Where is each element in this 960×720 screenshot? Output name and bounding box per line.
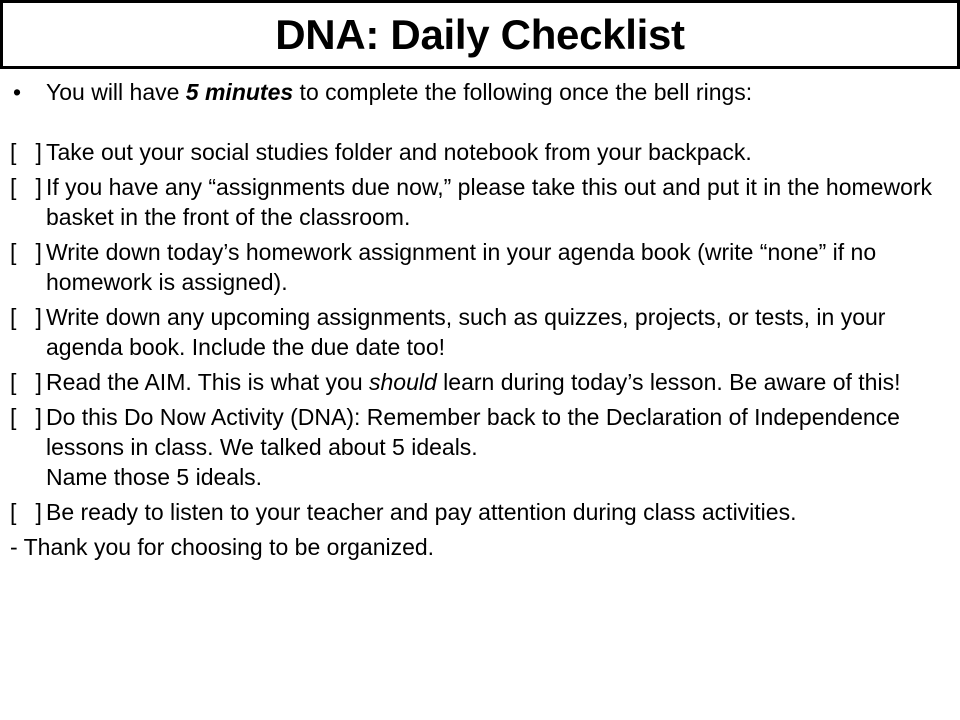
checklist-item-text: Write down today’s homework assignment in your agenda book (write “none” if no homework is assigned).: [46, 239, 877, 295]
checklist-item-3: [10, 237, 940, 297]
checklist-item-text: If you have any “assignments due now,” please take this out and put it in the homework basket in the front of the classroom.: [46, 174, 933, 230]
title-banner: [0, 0, 960, 69]
checkbox-icon: [ ]: [10, 239, 42, 265]
intro-text-before: You will have: [46, 79, 186, 105]
checklist-item-text-before: Read the AIM. This is what you: [46, 369, 370, 395]
checklist-item-5: [10, 367, 940, 397]
closing-line: - Thank you for choosing to be organized.: [10, 534, 435, 560]
intro-text-after: to complete the following once the bell rings:: [293, 79, 753, 105]
checklist-item-2: [10, 172, 940, 232]
checklist-item-6: [10, 402, 940, 492]
checklist-item-text-after: learn during today’s lesson. Be aware of this!: [436, 369, 901, 395]
bullet-icon: •: [13, 79, 22, 105]
checklist-item-7: [10, 497, 940, 527]
checkbox-icon: [ ]: [10, 304, 42, 330]
page-title: DNA: Daily Checklist: [275, 10, 685, 58]
checkbox-icon: [ ]: [10, 499, 42, 525]
checklist-item-text: Be ready to listen to your teacher and pay attention during class activities.: [46, 499, 797, 525]
intro-bullet: [10, 77, 940, 107]
checkbox-icon: [ ]: [10, 139, 42, 165]
intro-emphasis: 5 minutes: [185, 79, 294, 105]
checklist-item-text: Take out your social studies folder and notebook from your backpack.: [46, 139, 752, 165]
checklist-body: [10, 72, 940, 562]
checkbox-icon: [ ]: [10, 404, 42, 430]
checkbox-icon: [ ]: [10, 174, 42, 200]
checklist-item-italic: should: [369, 369, 437, 395]
checkbox-icon: [ ]: [10, 369, 42, 395]
checklist-item-text: Write down any upcoming assignments, such as quizzes, projects, or tests, in your agenda book. Include the due date too!: [46, 304, 886, 360]
checklist-item-sub-line: Name those 5 ideals.: [46, 464, 263, 490]
checklist-item-text: Do this Do Now Activity (DNA): Remember back to the Declaration of Independence lessons in class. We talked about 5 ideals.: [46, 404, 900, 460]
checklist-item-1: [10, 137, 940, 167]
checklist-item-4: [10, 302, 940, 362]
